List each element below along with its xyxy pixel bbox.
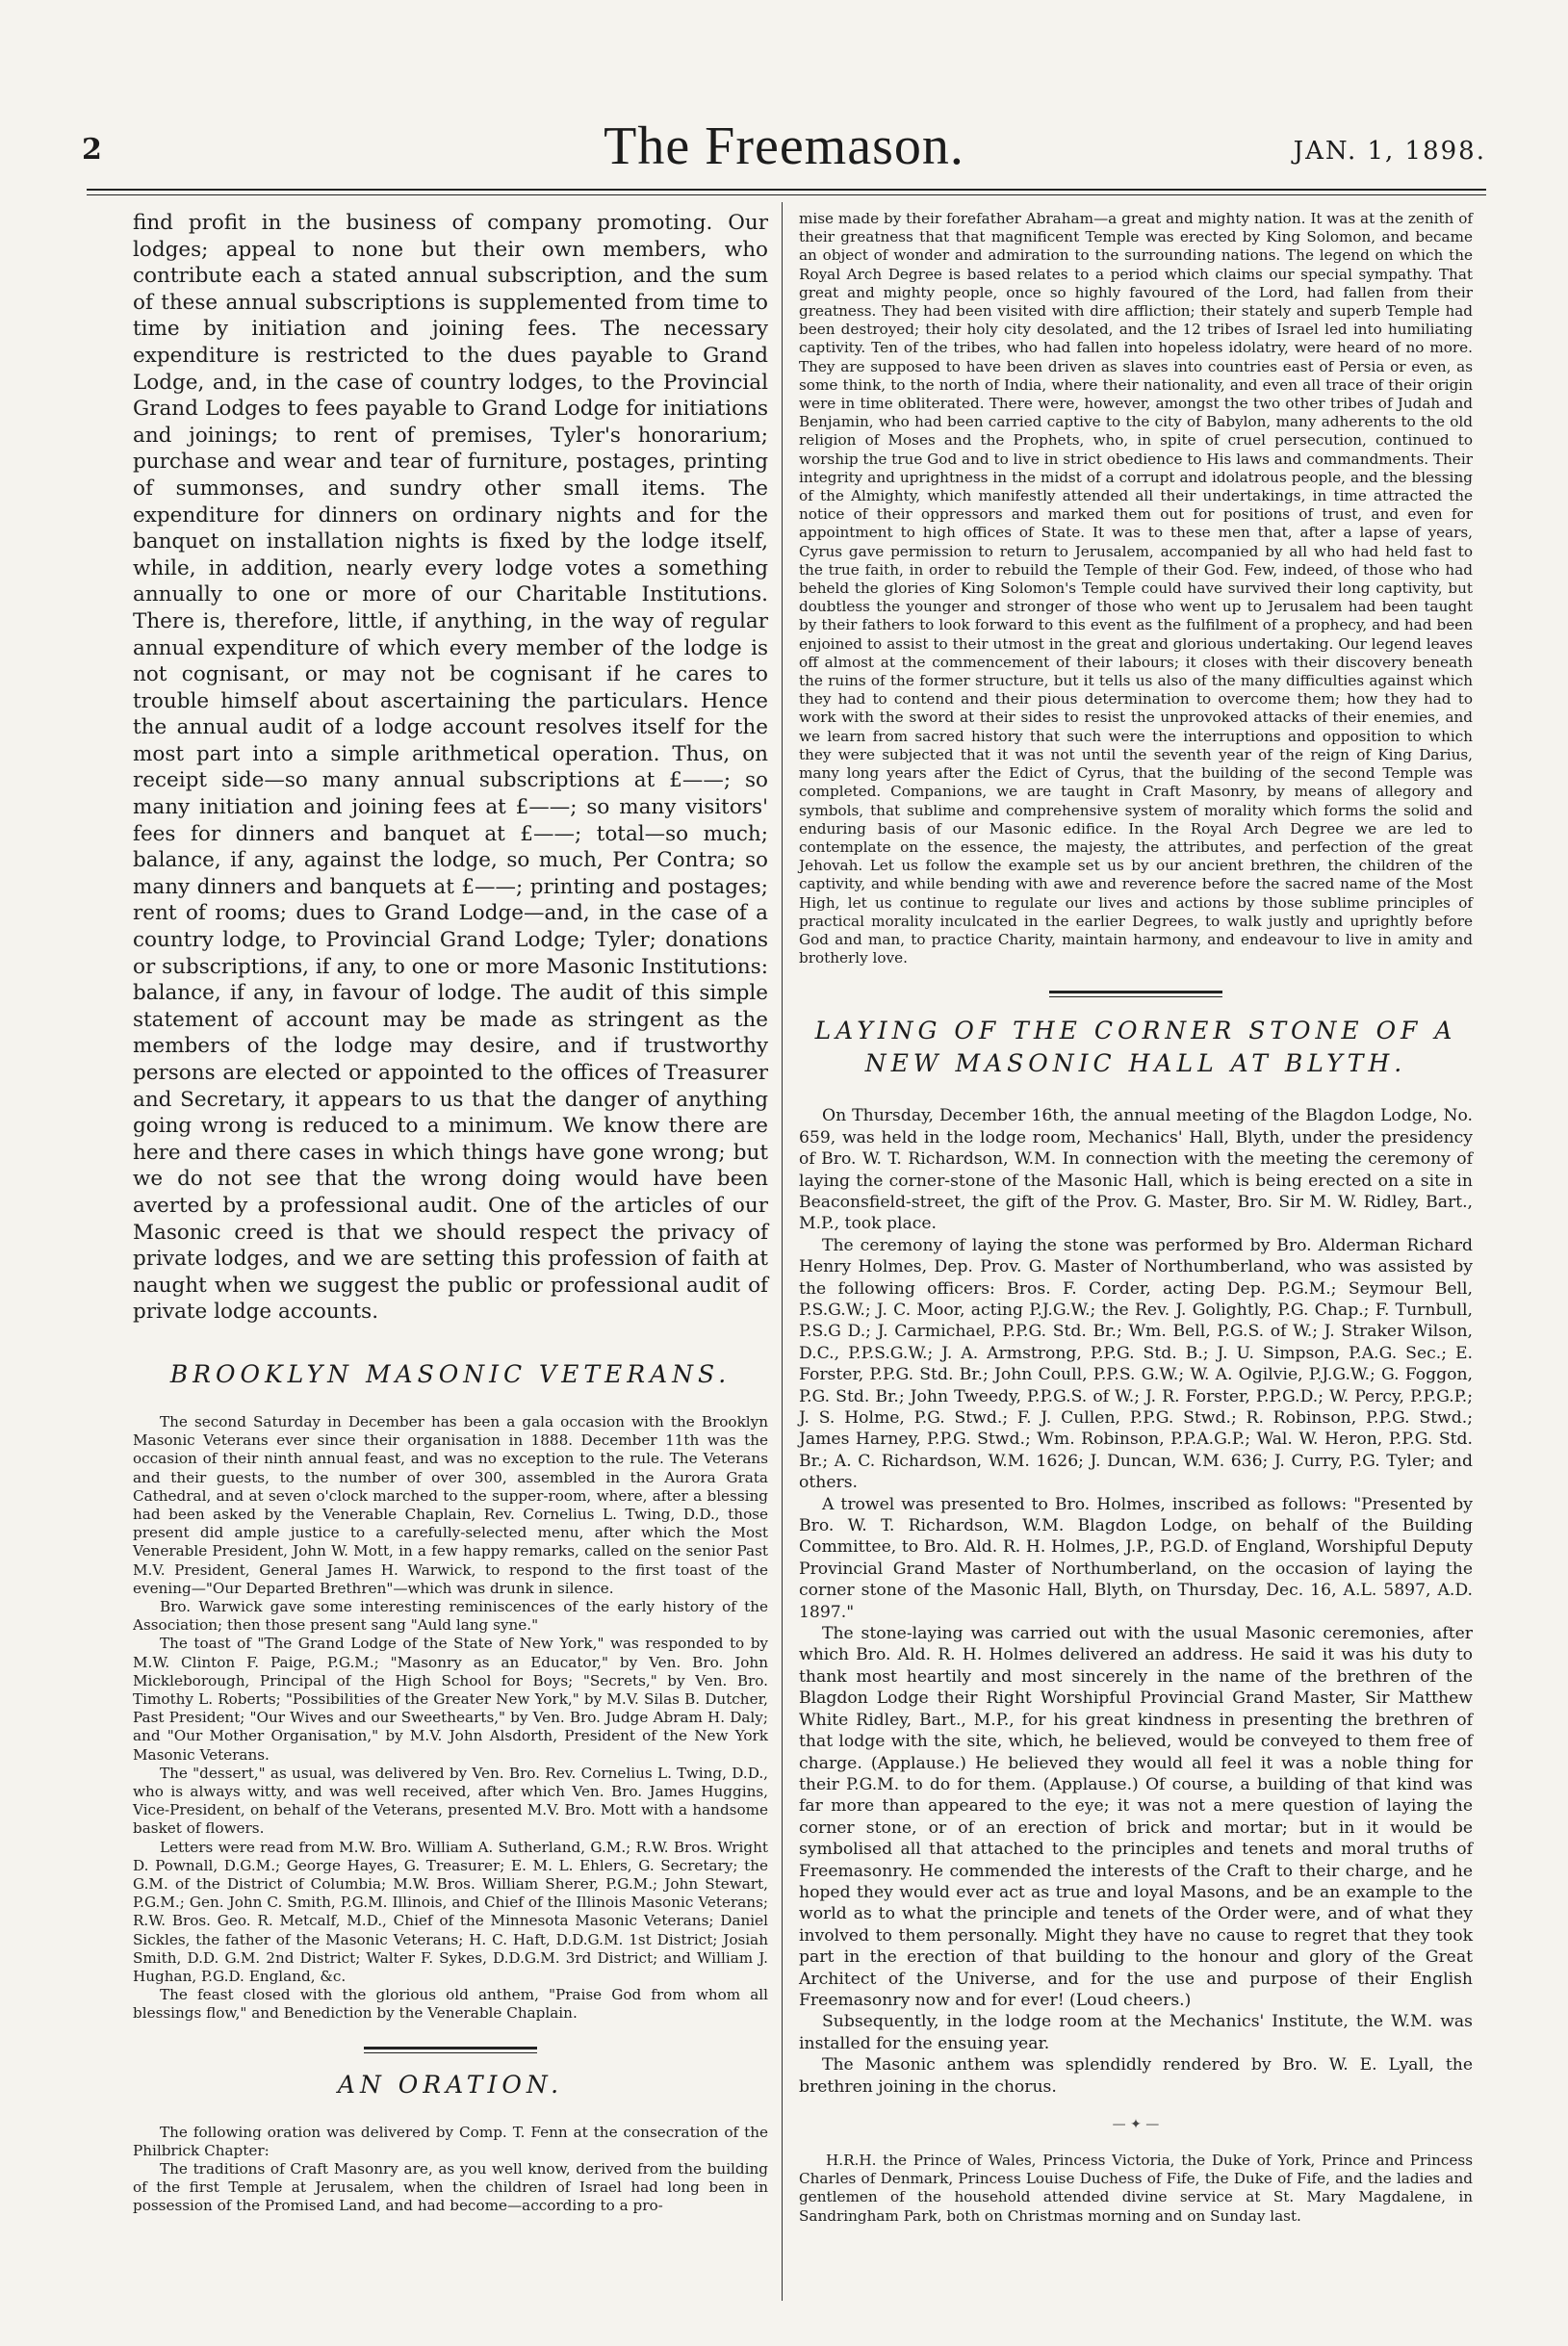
page-number: 2 xyxy=(82,133,102,167)
article-paragraph: Bro. Warwick gave some interesting reminiscences of the early history of the Association; then those present sang "Auld lang syne." xyxy=(133,1597,768,1635)
article-paragraph: The ceremony of laying the stone was performed by Bro. Alderman Richard Henry Holmes, Dep. Prov. G. Master of Northumberland, who was assisted by the following officers: Bros. F. Corder, acting Dep. P.G.M.; Seymour Bell, P.S.G.W.; J. C. Moor, acting P.J.G.W.; the Rev. J. Golightly, P.G. Chap.; F. Turnbull, P.S.G D.; J. Carmichael, P.P.G. Std. Br.; Wm. Bell, P.G.S. of W.; J. Straker Wilson, D.C., P.P.S.G.W.; J. A. Armstrong, P.P.G. Std. B.; J. U. Simpson, P.A.G. Sec.; E. Forster, P.P.G. Std. Br.; John Coull, P.P.S. G.W.; W. A. Ogilvie, P.J.G.W.; G. Foggon, P.G. Std. Br.; John Tweedy, P.P.G.S. of W.; J. R. Forster, P.P.G.D.; W. Percy, P.P.G.P.; J. S. Holme, P.G. Stwd.; F. J. Cullen, P.P.G. Stwd.; R. Robinson, P.P.G. Stwd.; James Harney, P.P.G. Stwd.; Wm. Robinson, P.P.A.G.P.; Wal. W. Heron, P.P.G. Std. Br.; A. C. Richardson, W.M. 1626; J. Duncan, W.M. 636; J. Curry, P.G. Tyler; and others. xyxy=(799,1235,1473,1493)
section-separator xyxy=(364,2047,537,2053)
article-paragraph: Subsequently, in the lodge room at the Mechanics' Institute, the W.M. was installed for the ensuing year. xyxy=(799,2012,1473,2053)
royal-note xyxy=(799,2152,1473,2226)
article-paragraph: The feast closed with the glorious old anthem, "Praise God from whom all blessings flow," and Benediction by the Venerable Chaplain. xyxy=(133,1986,768,2023)
article-paragraph: A trowel was presented to Bro. Holmes, inscribed as follows: "Presented by Bro. W. T. Richardson, W.M. Blagdon Lodge, on behalf of the Building Committee, to Bro. Ald. R. H. Holmes, J.P., P.G.D. of England, Worshipful Deputy Provincial Grand Master of Northumberland, on the occasion of laying the corner stone of the Masonic Hall, Blyth, on Thursday, Dec. 16, A.L. 5897, A.D. 1897." xyxy=(799,1494,1473,1622)
article-paragraph: The "dessert," as usual, was delivered by Ven. Bro. Rev. Cornelius L. Twing, D.D., who is always witty, and was well received, after which Ven. Bro. James Huggins, Vice-President, on behalf of the Veterans, presented M.V. Bro. Mott with a handsome basket of flowers. xyxy=(133,1764,768,1838)
masthead-title: The Freemason. xyxy=(604,116,964,176)
column-divider xyxy=(782,202,783,2301)
editorial-paragraph: find profit in the business of company promoting. Our lodges; appeal to none but their own members, who contribute each a stated annual subscription, and the sum of these annual subscriptions is supplemented from time to time by initiation and joining fees. The necessary expenditure is restricted to the dues payable to Grand Lodge, and, in the case of country lodges, to the Provincial Grand Lodges to fees payable to Grand Lodge for initiations and joinings; to rent of premises, Tyler's honorarium; purchase and wear and tear of furniture, postages, printing of summonses, and sundry other small items. The expenditure for dinners on ordinary nights and for the banquet on installation nights is fixed by the lodge itself, while, in addition, nearly every lodge votes a something annually to one or more of our Charitable Institutions. There is, therefore, little, if anything, in the way of regular annual expenditure of which every member of the lodge is not cognisant, or may not be cognisant if he cares to trouble himself about ascertaining the particulars. Hence the annual audit of a lodge account resolves itself for the most part into a simple arithmetical operation. Thus, on receipt side—so many annual subscriptions at £——; so many initiation and joining fees at £——; so many visitors' fees for dinners and banquet at £——; total—so much; balance, if any, against the lodge, so much, Per Contra; so many dinners and banquets at £——; printing and postages; rent of rooms; dues to Grand Lodge—and, in the case of a country lodge, to Provincial Grand Lodge; Tyler; donations or subscriptions, if any, to one or more Masonic Institutions: balance, if any, in favour of lodge. The audit of this simple statement of account may be made as stringent as the members of the lodge may desire, and if trustworthy persons are elected or appointed to the offices of Treasurer and Secretary, it appears to us that the danger of anything going wrong is reduced to a minimum. We know there are here and there cases in which things have gone wrong; but we do not see that the wrong doing would have been averted by a professional audit. One of the articles of our Masonic creed is that we should respect the privacy of private lodges, and we are setting this profession of faith at naught when we suggest the public or professional audit of private lodge accounts. xyxy=(133,211,768,1325)
header-rule xyxy=(87,189,1486,191)
blyth-heading: LAYING OF THE CORNER STONE OF A NEW MASONIC HALL AT BLYTH. xyxy=(814,1017,1457,1078)
brooklyn-heading: BROOKLYN MASONIC VETERANS. xyxy=(169,1359,732,1388)
article-paragraph: The stone-laying was carried out with the usual Masonic ceremonies, after which Bro. Ald. R. H. Holmes delivered an address. He said it was his duty to thank most heartily and most sincerely in the name of the brethren of the Blagdon Lodge their Right Worshipful Provincial Grand Master, Sir Matthew White Ridley, Bart., M.P., for his great kindness in presenting the brethren of that lodge with the site, which, he believed, would be conveyed to them free of charge. (Applause.) He believed they would all feel it was a noble thing for their P.G.M. to do for them. (Applause.) Of course, a building of that kind was far more than appeared to the eye; it was not a mere question of laying the corner stone, or of an erection of brick and mortar; but in it would be symbolised all that attached to the principles and tenets and moral truths of Freemasonry. He commended the interests of the Craft to their charge, and he hoped they would ever act as true and loyal Masons, and be an example to the world as to what the principle and tenets of the Order were, and of what they involved to them personally. Might they have no cause to regret that they took part in the erection of that building to the honour and glory of the Great Architect of the Universe, and for the use and purpose of their English Freemasonry now and for ever! (Loud cheers.) xyxy=(799,1624,1473,2010)
header-rule-thin xyxy=(87,194,1486,195)
oration-article xyxy=(133,2124,768,2216)
right-column xyxy=(799,210,1473,2226)
section-separator xyxy=(1049,991,1222,997)
blyth-article xyxy=(799,1105,1473,2098)
issue-date: JAN. 1, 1898. xyxy=(1293,137,1486,166)
article-paragraph: H.R.H. the Prince of Wales, Princess Victoria, the Duke of York, Prince and Princess Charles of Denmark, Princess Louise Duchess of Fife, the Duke of Fife, and the ladies and gentlemen of the household attended divine service at St. Mary Magdalene, in Sandringham Park, both on Christmas morning and on Sunday last. xyxy=(799,2152,1473,2225)
article-paragraph: mise made by their forefather Abraham—a great and mighty nation. It was at the zenith of their greatness that that magnificent Temple was erected by King Solomon, and became an object of wonder and admiration to the surrounding nations. The legend on which the Royal Arch Degree is based relates to a period which claims our special sympathy. That great and mighty people, once so highly favoured of the Lord, had fallen from their greatness. They had been visited with dire affliction; their stately and superb Temple had been destroyed; their holy city desolated, and the 12 tribes of Israel led into humiliating captivity. Ten of the tribes, who had fallen into hopeless idolatry, were heard of no more. They are supposed to have been driven as slaves into countries east of Persia or even, as some think, to the north of India, where their nationality, and even all trace of their origin were in time obliterated. There were, however, amongst the two other tribes of Judah and Benjamin, who had been carried captive to the city of Babylon, many adherents to the old religion of Moses and the Prophets, who, in spite of cruel persecution, continued to worship the true God and to live in strict obedience to His laws and commandments. Their integrity and uprightness in the midst of a corrupt and idolatrous people, and the blessing of the Almighty, which manifestly attended all their undertakings, in time attracted the notice of their oppressors and marked them out for positions of trust, and even for appointment to high offices of State. It was to these men that, after a lapse of years, Cyrus gave permission to return to Jerusalem, accompanied by all who had held fast to the true faith, in order to rebuild the Temple of their God. Few, indeed, of those who had beheld the glories of King Solomon's Temple could have survived their long captivity, but doubtless the younger and stronger of those who went up to Jerusalem had been taught by their fathers to look forward to this event as the fulfilment of a prophecy, and had been enjoined to assist to their utmost in the great and glorious undertaking. Our legend leaves off almost at the commencement of their labours; it closes with their discovery beneath the ruins of the former structure, but it tells us also of the many difficulties against which they had to contend and their pious determination to overcome them; how they had to work with the sword at their sides to resist the unprovoked attacks of their enemies, and we learn from sacred history that such were the interruptions and opposition to which they were subjected that it was not until the seventh year of the reign of King Darius, many long years after the Edict of Cyrus, that the building of the second Temple was completed. Companions, we are taught in Craft Masonry, by means of allegory and symbols, that sublime and comprehensive system of morality which forms the solid and enduring basis of our Masonic edifice. In the Royal Arch Degree we are led to contemplate on the essence, the majesty, the attributes, and perfection of the great Jehovah. Let us follow the example set us by our ancient brethren, the children of the captivity, and while bending with awe and reverence before the sacred name of the Most High, let us continue to regulate our lives and actions by those sublime principles of practical morality inculcated in the earlier Degrees, to walk justly and uprightly before God and man, to practice Charity, maintain harmony, and endeavour to live in amity and brotherly love. xyxy=(799,210,1473,967)
article-paragraph: The second Saturday in December has been a gala occasion with the Brooklyn Masonic Veterans ever since their organisation in 1888. December 11th was the occasion of their ninth annual feast, and was no exception to the rule. The Veterans and their guests, to the number of over 300, assembled in the Aurora Grata Cathedral, and at seven o'clock marched to the supper-room, where, after a blessing had been asked by the Venerable Chaplain, Rev. Cornelius L. Twing, D.D., those present did ample justice to a carefully-selected menu, after which the Most Venerable President, John W. Mott, in a few happy remarks, called on the senior Past M.V. President, General James H. Warwick, to respond to the first toast of the evening—"Our Departed Brethren"—which was drunk in silence. xyxy=(133,1412,768,1597)
editorial-article xyxy=(133,210,768,1326)
article-paragraph: Letters were read from M.W. Bro. William A. Sutherland, G.M.; R.W. Bros. Wright D. Pownall, D.G.M.; George Hayes, G. Treasurer; E. M. L. Ehlers, G. Secretary; the G.M. of the District of Columbia; M.W. Bros. William Sherer, P.G.M.; John Stewart, P.G.M.; Gen. John C. Smith, P.G.M. Illinois, and Chief of the Illinois Masonic Veterans; R.W. Bros. Geo. R. Metcalf, M.D., Chief of the Minnesota Masonic Veterans; Daniel Sickles, the father of the Masonic Veterans; H. C. Haft, D.D.G.M. 1st District; Josiah Smith, D.D. G.M. 2nd District; Walter F. Sykes, D.D.G.M. 3rd District; and William J. Hughan, P.G.D. England, &c. xyxy=(133,1838,768,1986)
brooklyn-article xyxy=(133,1413,768,2024)
left-column xyxy=(133,210,768,2216)
article-paragraph: The toast of "The Grand Lodge of the State of New York," was responded to by M.W. Clinton F. Paige, P.G.M.; "Masonry as an Educator," by Ven. Bro. John Mickleborough, Principal of the High School for Boys; "Secrets," by Ven. Bro. Timothy L. Roberts; "Possibilities of the Greater New York," by M.V. Silas B. Dutcher, Past President; "Our Wives and our Sweethearts," by Ven. Bro. Judge Abram H. Daly; and "Our Mother Organisation," by M.V. John Alsdorth, President of the New York Masonic Veterans. xyxy=(133,1635,768,1764)
oration-continued xyxy=(799,210,1473,967)
oration-heading: AN ORATION. xyxy=(337,2070,564,2099)
article-paragraph: The following oration was delivered by Comp. T. Fenn at the consecration of the Philbrick Chapter: xyxy=(133,2123,768,2159)
ornament-divider: — ✦ — xyxy=(1112,2117,1160,2133)
article-paragraph: The traditions of Craft Masonry are, as you well know, derived from the building of the first Temple at Jerusalem, when the children of Israel had long been in possession of the Promised Land, and had become—according to a pro- xyxy=(133,2160,768,2215)
article-paragraph: The Masonic anthem was splendidly rendered by Bro. W. E. Lyall, the brethren joining in the chorus. xyxy=(799,2055,1473,2097)
article-paragraph: On Thursday, December 16th, the annual meeting of the Blagdon Lodge, No. 659, was held in the lodge room, Mechanics' Hall, Blyth, under the presidency of Bro. W. T. Richardson, W.M. In connection with the meeting the ceremony of laying the corner-stone of the Masonic Hall, which is being erected on a site in Beaconsfield-street, the gift of the Prov. G. Master, Bro. Sir M. W. Ridley, Bart., M.P., took place. xyxy=(799,1106,1473,1234)
